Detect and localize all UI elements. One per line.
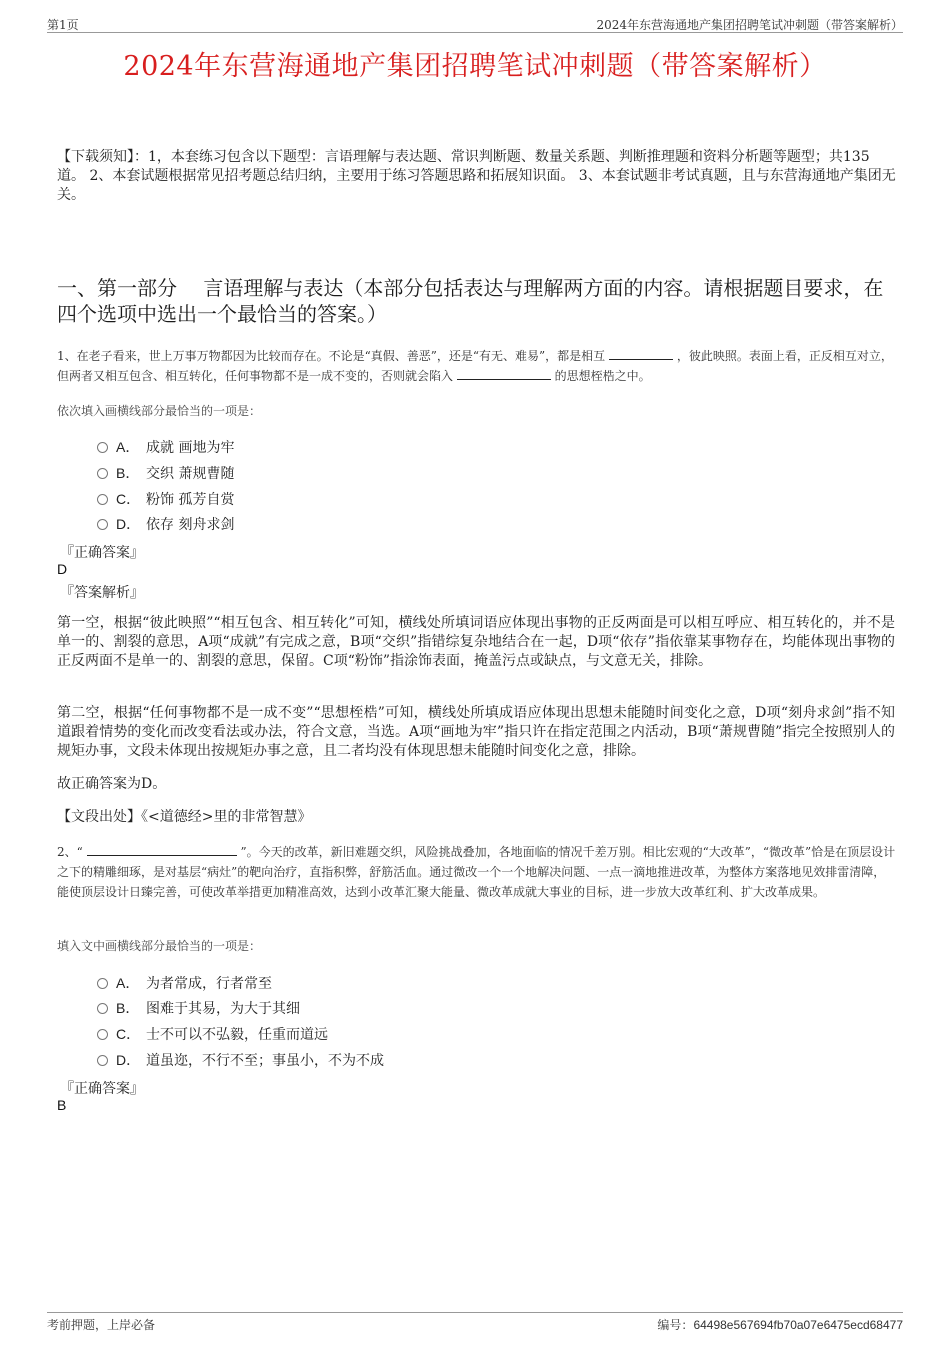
page-number: 第1页 (47, 18, 79, 32)
q2-answer-label: 『正确答案』 (60, 1081, 144, 1097)
q1-answer-label: 『正确答案』 (60, 545, 144, 561)
q2-option-a[interactable] (97, 973, 272, 993)
q1-stem-part-b: ，彼此映照。表面上看，正反相互对立，但两者又相互包含、相互转化，任何事物都不是一成不变的，否则就会陷入 (57, 349, 893, 383)
q1-option-d[interactable] (97, 514, 234, 534)
option-text: 图难于其易，为大于其细 (146, 1001, 300, 1017)
option-key: C． (116, 1026, 141, 1042)
option-key: A． (116, 439, 140, 455)
option-key: B． (116, 1000, 140, 1016)
option-key: B． (116, 465, 140, 481)
q1-analysis-label: 『答案解析』 (60, 585, 144, 601)
q1-stem-part-a: 1、在老子看来，世上万事万物都因为比较而存在。不论是“真假、善恶”，还是“有无、难易”，都是相互 (57, 349, 606, 363)
option-text: 交织 萧规曹随 (146, 466, 235, 482)
q1-conclusion: 故正确答案为D。 (57, 776, 167, 792)
q2-stem-part-b: ”。今天的改革，新旧难题交织，风险挑战叠加，各地面临的情况千差万别。相比宏观的“大改革”，“微改革”恰是在顶层设计之下的精雕细琢，是对基层“病灶”的靶向治疗，直指积弊，舒筋活血。通过微改一个一个地解决问题、一点一滴地推进改革，为整体方案落地见效排雷清障，能使顶层设计日臻完善，可使改革举措更加精准高效，达到小改革汇聚大能量、微改革成就大事业的目标，进一步放大改革红利、扩大改革成果。 (57, 845, 896, 899)
option-text: 为者常成，行者常至 (146, 976, 272, 992)
option-text: 道虽迩，不行不至；事虽小，不为不成 (146, 1053, 384, 1069)
radio-icon[interactable] (97, 978, 108, 989)
q1-blank-1 (609, 346, 673, 360)
q2-answer: B (57, 1097, 67, 1113)
header-doc-title: 2024年东营海通地产集团招聘笔试冲刺题（带答案解析） (596, 18, 903, 32)
option-key: A． (116, 975, 140, 991)
q2-instruction: 填入文中画横线部分最恰当的一项是： (57, 939, 262, 953)
q2-blank (87, 842, 237, 856)
q1-instruction: 依次填入画横线部分最恰当的一项是： (57, 404, 262, 418)
q1-option-c[interactable] (97, 489, 234, 509)
footer-code (657, 1316, 903, 1333)
q1-source: 【文段出处】《<道德经>里的非常智慧》 (57, 809, 312, 825)
option-key: D． (116, 1052, 141, 1068)
q2-option-c[interactable] (97, 1024, 328, 1044)
q1-blank-2 (457, 366, 551, 380)
q1-answer: D (57, 561, 68, 577)
q1-stem-part-c: 的思想桎梏之中。 (554, 369, 651, 383)
q1-analysis-paragraph-1: 第一空，根据“彼此映照”“相互包含、相互转化”可知，横线处所填词语应体现出事物的正反两面是可以相互呼应、相互转化的，并不是单一的、割裂的意思，A项“成就”有完成之意，B项“交织”指错综复杂地结合在一起，D项“依存”指依靠某事物存在，均能体现出事物的正反两面不是单一的、割裂的意思，保留。C项“粉饰”指涂饰表面，掩盖污点或缺点，与文意无关，排除。 (57, 615, 895, 669)
footer-slogan: 考前押题，上岸必备 (47, 1318, 156, 1332)
question-2-stem (57, 842, 897, 902)
document-title: 2024年东营海通地产集团招聘笔试冲刺题（带答案解析） (123, 51, 827, 82)
q1-option-b[interactable] (97, 463, 234, 483)
option-text: 粉饰 孤芳自赏 (146, 492, 235, 508)
option-text: 依存 刻舟求剑 (146, 517, 235, 533)
q2-option-d[interactable] (97, 1050, 384, 1070)
radio-icon[interactable] (97, 1029, 108, 1040)
q1-option-a[interactable] (97, 437, 234, 457)
radio-icon[interactable] (97, 519, 108, 530)
download-notice: 【下载须知】：1，本套练习包含以下题型：言语理解与表达题、常识判断题、数量关系题、判断推理题和资料分析题等题型；共135道。 2、本套试题根据常见招考题总结归纳，主要用于练习答题思路和拓展知识面。 3、本套试题非考试真题，且与东营海通地产集团无关。 (57, 149, 896, 203)
question-1-stem (57, 346, 897, 386)
radio-icon[interactable] (97, 494, 108, 505)
radio-icon[interactable] (97, 1055, 108, 1066)
option-key: D． (116, 516, 141, 532)
footer-code-value: 64498e567694fb70a07e6475ecd68477 (693, 1318, 903, 1332)
radio-icon[interactable] (97, 468, 108, 479)
q2-option-b[interactable] (97, 998, 300, 1018)
q1-analysis-paragraph-2: 第二空，根据“任何事物都不是一成不变”“思想桎梏”可知，横线处所填成语应体现出思想未能随时间变化之意，D项“刻舟求剑”指不知道跟着情势的变化而改变看法或办法，符合文意，当选。A项“画地为牢”指只许在指定范围之内活动，B项“萧规曹随”指完全按照别人的规矩办事，文段未体现出按规矩办事之意，且二者均没有体现思想未能随时间变化之意，排除。 (57, 705, 895, 759)
page-footer (47, 1312, 903, 1333)
radio-icon[interactable] (97, 1003, 108, 1014)
q2-stem-part-a: 2、“ (57, 845, 83, 859)
radio-icon[interactable] (97, 442, 108, 453)
option-key: C． (116, 491, 141, 507)
option-text: 士不可以不弘毅，任重而道远 (146, 1027, 328, 1043)
page-header (47, 14, 903, 33)
option-text: 成就 画地为牢 (146, 440, 235, 456)
section-title: 一、第一部分 言语理解与表达（本部分包括表达与理解两方面的内容。请根据题目要求，在四个选项中选出一个最恰当的答案。） (57, 276, 884, 326)
footer-code-label: 编号： (657, 1318, 694, 1332)
